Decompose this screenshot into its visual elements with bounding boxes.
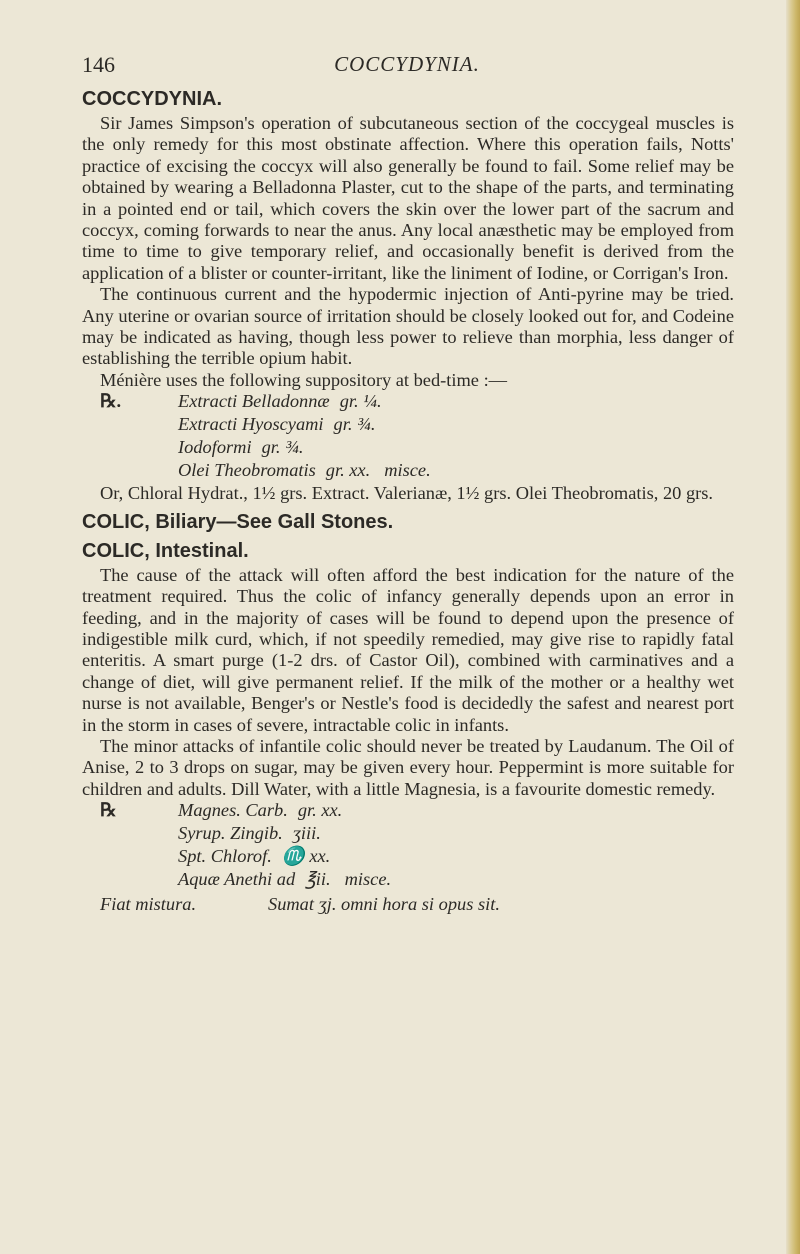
prescription-line xyxy=(82,846,734,869)
prescription-drug: Iodoformi xyxy=(178,437,252,458)
prescription-dose: gr. ¼. xyxy=(339,391,382,412)
prescription-line xyxy=(82,823,734,846)
page-header xyxy=(82,52,732,82)
prescription-instruction: misce. xyxy=(384,460,431,481)
paragraph: The minor attacks of infantile colic should never be treated by Laudanum. The Oil of Anise, 2 to 3 drops on sugar, may be given every hour. Peppermint is more suitable for children and adults. Dill Water, with a little Magnesia, is a favourite domestic remedy. xyxy=(82,735,734,799)
prescription-drug: Magnes. Carb. xyxy=(178,800,288,821)
prescription-drug: Olei Theobromatis xyxy=(178,460,316,481)
paragraph: The continuous current and the hypodermic injection of Anti-pyrine may be tried. Any uterine or ovarian source of irritation should be closely looked out for, and Codeine may be indicated as having, though less power to relieve than morphia, less danger of establishing the terrible opium habit. xyxy=(82,284,734,369)
prescription-drug: Extracti Hyoscyami xyxy=(178,414,324,435)
prescription-dose: ℥ii. xyxy=(305,869,331,890)
section-heading-colic-intestinal: COLIC, Intestinal. xyxy=(82,539,249,562)
prescription-drug: Spt. Chlorof. xyxy=(178,846,272,867)
paragraph: The cause of the attack will often afford the best indication for the nature of the treatment required. Thus the colic of infancy generally depends upon an error in feeding, and in the majority of cases will be found to depend upon the presence of indigestible milk curd, which, if not speedily remedied, may give rise to rapidly fatal enteritis. A smart purge (1-2 drs. of Castor Oil), combined with carminatives and a change of diet, will give permanent relief. If the milk of the mother or a healthy wet nurse is not available, Benger's or Nestle's food is decidedly the safest and nearest port in the storm in cases of severe, intractable colic in infants. xyxy=(82,564,734,735)
prescription-dose: gr. xx. xyxy=(297,800,343,821)
prescription-dose: ♏ xx. xyxy=(281,846,331,867)
prescription-dose: gr. ¾. xyxy=(333,414,376,435)
prescription-directions xyxy=(82,894,734,915)
prescription-dose: gr. ¾. xyxy=(261,437,304,458)
page-content xyxy=(82,88,734,916)
recipe-symbol: ℞ xyxy=(100,800,117,821)
running-head: COCCYDYNIA. xyxy=(334,52,480,76)
prescription-mixture xyxy=(82,800,734,892)
prescription-line xyxy=(82,391,734,414)
section-heading-coccydynia: COCCYDYNIA. xyxy=(82,88,223,110)
page-number: 146 xyxy=(82,52,115,77)
section-heading-colic-biliary: COLIC, Biliary—See Gall Stones. xyxy=(82,510,394,533)
paragraph: Sir James Simpson's operation of subcutaneous section of the coccygeal muscles is the only remedy for this most obstinate affection. Where this operation fails, Notts' practice of excising the coccyx will also generally be found to fail. Some relief may be obtained by wearing a Belladonna Plaster, cut to the shape of the parts, and terminating in a pointed end or tail, which covers the skin over the lower part of the sacrum and coccyx, coming forwards to near the anus. Any local anæsthetic may be employed from time to time to give temporary relief, and occasionally benefit is derived from the application of a blister or counter-irritant, like the liniment of Iodine, or Corrigan's Iron. xyxy=(82,113,734,283)
paragraph: Or, Chloral Hydrat., 1½ grs. Extract. Valerianæ, 1½ grs. Olei Theobromatis, 20 grs. xyxy=(100,483,714,504)
prescription-dose: gr. xx. xyxy=(325,460,371,481)
paragraph: Ménière uses the following suppository at bed-time :— xyxy=(100,369,508,390)
prescription-line xyxy=(82,414,734,437)
prescription-instruction: misce. xyxy=(344,869,392,890)
prescription-drug: Syrup. Zingib. xyxy=(178,823,283,844)
page-edge xyxy=(786,0,800,1254)
prescription-line xyxy=(82,460,734,483)
prescription-drug: Extracti Belladonnæ xyxy=(178,391,330,412)
prescription-line xyxy=(82,800,734,823)
prescription-line xyxy=(82,869,734,892)
directions-left: Fiat mistura. xyxy=(100,894,197,915)
prescription-dose: ʒiii. xyxy=(292,823,321,844)
prescription-drug: Aquæ Anethi ad xyxy=(178,869,296,890)
directions-right: Sumat ʒj. omni hora si opus sit. xyxy=(268,894,500,915)
prescription-suppository xyxy=(82,391,734,483)
recipe-symbol: ℞. xyxy=(100,391,122,412)
prescription-line xyxy=(82,437,734,460)
